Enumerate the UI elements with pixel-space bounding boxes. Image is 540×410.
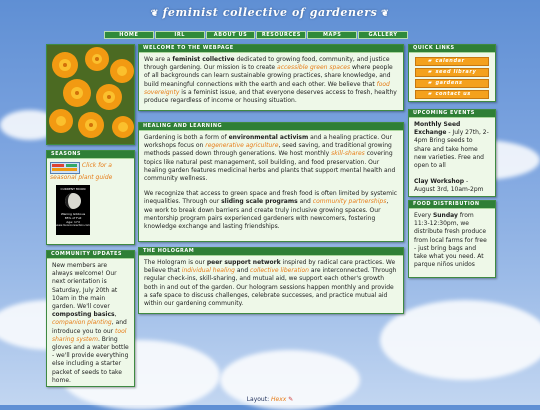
event-item xyxy=(414,121,490,170)
event-text: - July 27th, 2-4pm Bring seeds to share and take home new varieties. Free and open to all xyxy=(414,129,489,170)
events-panel xyxy=(408,109,496,197)
moon-age: Age: 17d xyxy=(66,219,80,224)
bookmark-icon: ✎ xyxy=(288,396,294,403)
healing-text xyxy=(139,131,403,241)
quick-link-contact-us[interactable] xyxy=(415,90,489,99)
text: The Hologram is our xyxy=(144,259,207,266)
main-nav xyxy=(104,31,408,39)
nav-about-us[interactable]: ABOUT US xyxy=(206,31,256,39)
welcome-text xyxy=(139,53,403,108)
link[interactable]: skill-shares xyxy=(331,150,365,158)
layout-credit-link[interactable]: Hexx xyxy=(271,396,287,403)
text: Sunday xyxy=(432,212,458,219)
cloud xyxy=(380,300,540,380)
folder-icon: ▰ xyxy=(428,58,433,64)
nav-maps[interactable]: MAPS xyxy=(307,31,357,39)
link[interactable]: individual healing xyxy=(181,267,235,275)
text: is a feminist issue, and that everyone deserves access to fresh, healthy produce regardless of income or housing situation. xyxy=(144,88,397,105)
moon-percent: 85% of Full xyxy=(64,215,82,220)
link[interactable]: food sovereignty xyxy=(144,80,390,96)
healing-panel xyxy=(138,122,404,242)
nav-gallery[interactable]: GALLERY xyxy=(358,31,408,39)
quick-links-heading: QUICK LINKS xyxy=(409,45,495,53)
text: , and introduce you to our xyxy=(52,319,127,335)
text: where people of all backgrounds can learn sustainable growing practices, share knowledge, and build meaningful connections with the earth and each other. We believe that xyxy=(144,64,393,88)
community-heading: COMMUNITY UPDATES xyxy=(47,251,134,259)
text: peer support network xyxy=(206,259,281,266)
text: environmental activism xyxy=(228,134,309,141)
seasonal-guide-link[interactable]: Click for a seasonal plant guide xyxy=(50,162,113,181)
text: Gardening is both a form of xyxy=(144,134,229,141)
distribution-text xyxy=(409,209,495,272)
text: sliding scale programs xyxy=(221,198,298,206)
site-title-text: feminist collective of gardeners xyxy=(162,6,378,19)
text: covering topics like natural pest management, soil building, and food preservation. Our healing garden features medicinal herbs and plants that support mental health and community wellness. xyxy=(144,150,396,183)
link[interactable]: community partnerships xyxy=(312,198,387,206)
folder-icon: ▰ xyxy=(428,80,433,86)
seasonal-badge[interactable] xyxy=(50,162,80,174)
event-title: Monthly Seed Exchange xyxy=(414,121,461,137)
nav-home[interactable]: HOME xyxy=(104,31,154,39)
event-text: - August 3rd, 10am-2pm xyxy=(414,178,484,194)
hologram-panel xyxy=(138,247,404,314)
healing-heading: HEALING AND LEARNING xyxy=(139,123,403,131)
text: from 11:3-12:30pm, we distribute fresh produce from local farms for free - just bring bags and take what you need. At parque niños unidos xyxy=(414,212,487,269)
welcome-panel xyxy=(138,44,404,111)
moon-credit: www.moonconnection.com xyxy=(56,223,90,227)
text: New members are always welcome! Our next orientation is Saturday, July 20th at 10am in the main garden. We'll cover xyxy=(52,262,118,311)
text: , we work to break down barriers and create truly inclusive growing spaces. Our mentorship program pairs experienced gardeners with newcomers, fostering knowledge exchange and lasting friendships. xyxy=(144,198,389,231)
text: composting basics xyxy=(52,311,115,319)
text: dedicated to growing food, community, and justice through gardening. Our mission is to create xyxy=(144,56,390,72)
text: Every xyxy=(414,212,433,219)
quick-link-label: gardens xyxy=(435,80,463,86)
leaf-icon: ❦ xyxy=(377,9,390,19)
quick-link-label: seed library xyxy=(435,69,477,75)
quick-link-seed-library[interactable] xyxy=(415,68,489,77)
folder-icon: ▰ xyxy=(428,91,433,97)
event-item xyxy=(414,178,490,194)
folder-icon: ▰ xyxy=(428,69,433,75)
distribution-panel xyxy=(408,200,496,278)
text: and xyxy=(297,198,313,206)
flower-photo xyxy=(46,44,135,145)
events-heading: UPCOMING EVENTS xyxy=(409,110,495,118)
link[interactable]: accessible green spaces xyxy=(277,64,351,72)
community-panel xyxy=(46,250,135,387)
footer-label: Layout: xyxy=(246,396,270,403)
text: feminist collective xyxy=(172,56,235,63)
seasons-content xyxy=(47,159,134,238)
site-title xyxy=(0,6,540,19)
seasons-heading: SEASONS xyxy=(47,151,134,159)
quick-link-gardens[interactable] xyxy=(415,79,489,88)
text: and a healing practice. Our workshops focus on xyxy=(144,134,393,150)
marigold-flowers-image xyxy=(47,45,134,144)
text: We are a xyxy=(144,56,173,63)
text: and xyxy=(234,267,251,275)
quick-links-panel xyxy=(408,44,496,102)
seasons-panel xyxy=(46,150,135,245)
quick-link-calendar[interactable] xyxy=(415,57,489,66)
leaf-icon: ❦ xyxy=(150,9,163,19)
moon-widget xyxy=(56,185,90,235)
link[interactable]: regenerative agriculture xyxy=(205,142,279,150)
quick-link-label: calendar xyxy=(435,58,465,64)
moon-icon xyxy=(64,192,82,210)
text: , seed saving, and traditional growing methods passed down through generations. We host monthly xyxy=(144,142,392,158)
nav-irl[interactable]: IRL xyxy=(155,31,205,39)
community-text xyxy=(47,259,134,388)
text: are interconnected. Through regular check-ins, skill-sharing, and mutual aid, we support each other's growth both in and out of the garden. Our hologram sessions happen monthly and provide a safe space to discuss challenges, celebrate successes, and practice mutual aid within our gardening community. xyxy=(144,267,397,308)
moon-title: CURRENT MOON xyxy=(60,186,86,191)
text: . Bring gloves and a water bottle - we'll provide everything else including a starter packet of seeds to take home. xyxy=(52,335,129,384)
nav-resources[interactable]: RESOURCES xyxy=(256,31,306,39)
link[interactable]: companion planting xyxy=(52,319,112,327)
events-list xyxy=(409,118,495,206)
event-title: Clay Workshop xyxy=(414,178,465,186)
text: We recognize that access to green space and fresh food is often limited by systemic inequalities. Through our xyxy=(144,190,398,206)
distribution-heading: FOOD DISTRIBUTION xyxy=(409,201,495,209)
footer xyxy=(0,396,540,403)
link[interactable]: collective liberation xyxy=(250,267,309,275)
hologram-heading: THE HOLOGRAM xyxy=(139,248,403,256)
hologram-text xyxy=(139,256,403,311)
link[interactable]: tool sharing system xyxy=(52,327,127,343)
welcome-heading: WELCOME TO THE WEBPAGE xyxy=(139,45,403,53)
text: inspired by radical care practices. We believe that xyxy=(144,259,396,275)
text: , xyxy=(114,311,117,319)
quick-link-label: contact us xyxy=(435,91,471,97)
moon-phase: Waning Gibbous xyxy=(60,211,86,216)
